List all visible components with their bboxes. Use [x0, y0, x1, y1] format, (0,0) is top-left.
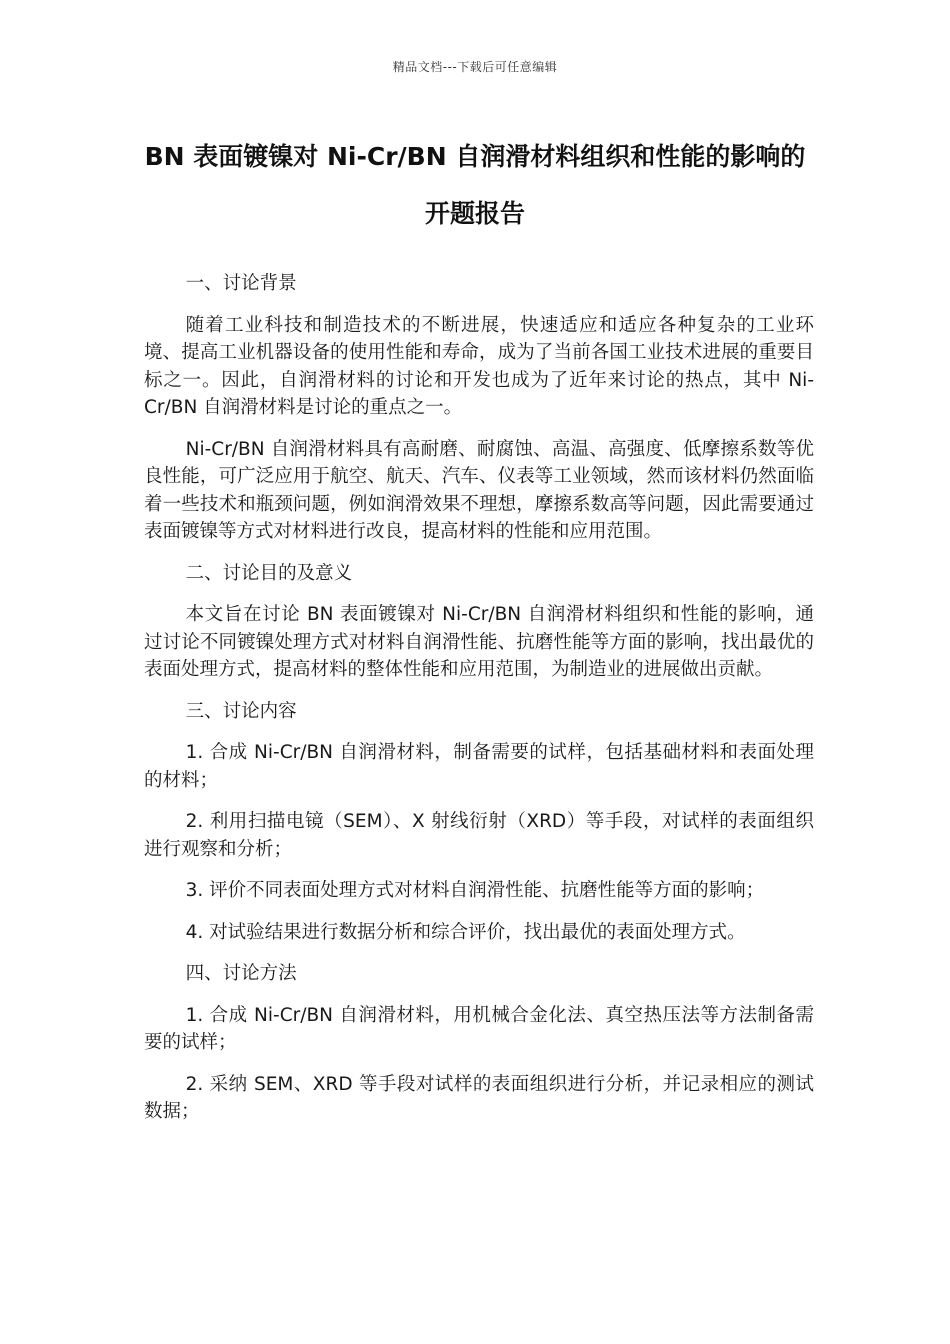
- purpose-paragraph-1: 本文旨在讨论 BN 表面镀镍对 Ni-Cr/BN 自润滑材料组织和性能的影响，通过讨论不同镀镍处理方式对材料自润滑性能、抗磨性能等方面的影响，找出最优的表面处理方式，提高材料的整体性能和应用范围，为制造业的进展做出贡献。: [144, 604, 814, 680]
- content-item-1: 1. 合成 Ni-Cr/BN 自润滑材料，制备需要的试样，包括基础材料和表面处理的材料；: [144, 742, 814, 791]
- method-item-2: 2. 采纳 SEM、XRD 等手段对试样的表面组织进行分析，并记录相应的测试数据；: [144, 1073, 814, 1122]
- content-item-2: 2. 利用扫描电镜（SEM）、X 射线衍射（XRD）等手段，对试样的表面组织进行观察和分析；: [144, 811, 814, 860]
- section-heading-background: 一、讨论背景: [185, 273, 297, 294]
- content-item-4: 4. 对试验结果进行数据分析和综合评价，找出最优的表面处理方式。: [185, 921, 746, 943]
- section-heading-method: 四、讨论方法: [185, 963, 297, 984]
- background-paragraph-2: Ni-Cr/BN 自润滑材料具有高耐磨、耐腐蚀、高温、高强度、低摩擦系数等优良性能，可广泛应用于航空、航天、汽车、仪表等工业领域，然而该材料仍然面临着一些技术和瓶颈问题，例如润滑效果不理想，摩擦系数高等问题，因此需要通过表面镀镍等方式对材料进行改良，提高材料的性能和应用范围。: [144, 438, 814, 542]
- header-note: 精品文档---下载后可任意编辑: [392, 60, 558, 74]
- content-item-3: 3. 评价不同表面处理方式对材料自润滑性能、抗磨性能等方面的影响；: [185, 880, 765, 901]
- method-item-1: 1. 合成 Ni-Cr/BN 自润滑材料，用机械合金化法、真空热压法等方法制备需要的试样；: [144, 1004, 814, 1053]
- document-title: BN 表面镀镍对 Ni-Cr/BN 自润滑材料组织和性能的影响的开题报告: [144, 142, 806, 228]
- section-heading-content: 三、讨论内容: [185, 700, 297, 722]
- document-body: [144, 270, 814, 1140]
- background-paragraph-1: 随着工业科技和制造技术的不断进展，快速适应和适应各种复杂的工业环境、提高工业机器设备的使用性能和寿命，成为了当前各国工业技术进展的重要目标之一。因此，自润滑材料的讨论和开发也成为了近年来讨论的热点，其中 Ni-Cr/BN 自润滑材料是讨论的重点之一。: [144, 314, 814, 418]
- section-heading-purpose: 二、讨论目的及意义: [185, 562, 353, 584]
